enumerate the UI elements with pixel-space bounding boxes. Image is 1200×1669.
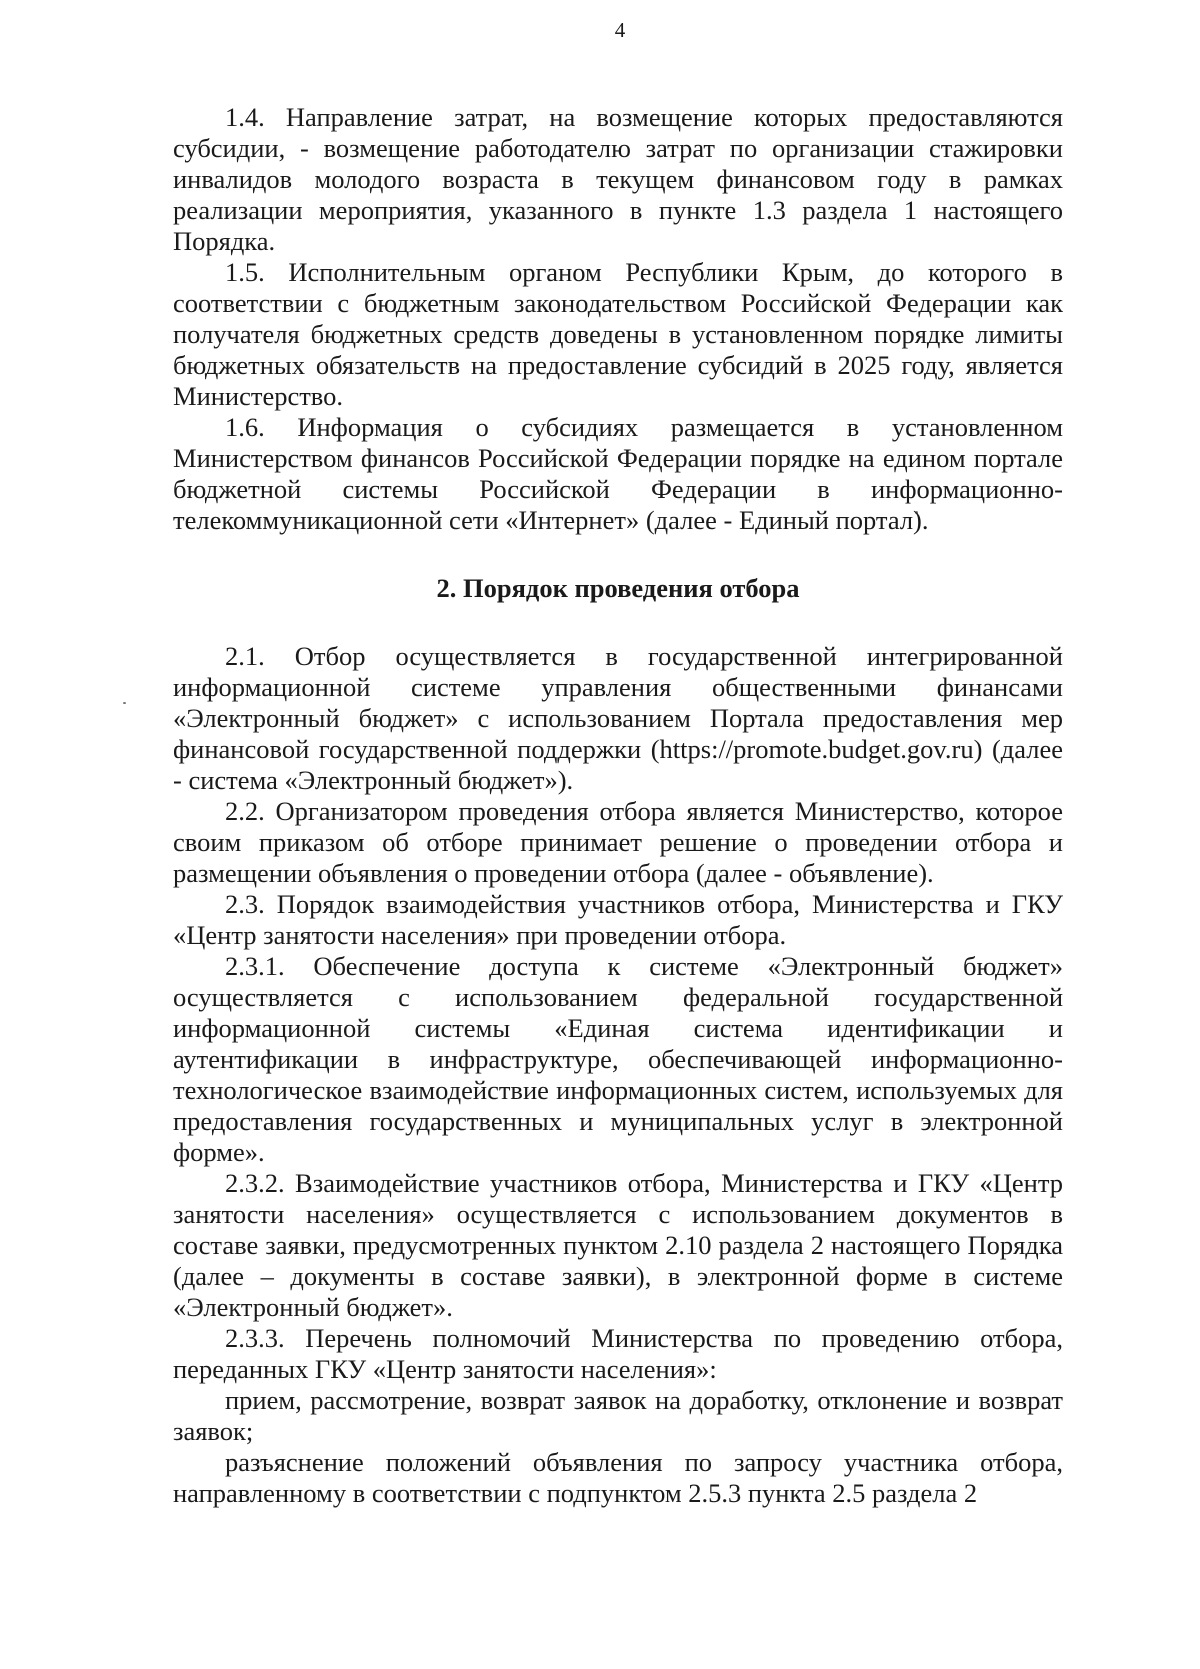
paragraph-1-6: 1.6. Информация о субсидиях размещается в установленном Министерством финансов Российской Федерации порядке на едином портале бюджетной системы Российской Федерации в информационно-телекоммуникационной сети «Интернет» (далее - Единый портал). bbox=[173, 412, 1063, 535]
paragraph-2-3-3: 2.3.3. Перечень полномочий Министерства по проведению отбора, переданных ГКУ «Центр занятости населения»: bbox=[173, 1323, 1063, 1384]
paragraph-1-4: 1.4. Направление затрат, на возмещение которых предоставляются субсидии, - возмещение работодателю затрат по организации стажировки инвалидов молодого возраста в текущем финансовом году в рамках реализации мероприятия, указанного в пункте 1.3 раздела 1 настоящего Порядка. bbox=[173, 102, 1063, 256]
page-number: 4 bbox=[614, 18, 626, 42]
paragraph-2-3: 2.3. Порядок взаимодействия участников отбора, Министерства и ГКУ «Центр занятости населения» при проведении отбора. bbox=[173, 889, 1063, 950]
list-item: разъяснение положений объявления по запросу участника отбора, направленному в соответствии с подпунктом 2.5.3 пункта 2.5 раздела 2 bbox=[173, 1447, 1063, 1508]
paragraph-2-3-2: 2.3.2. Взаимодействие участников отбора, Министерства и ГКУ «Центр занятости населения» осуществляется с использованием документов в составе заявки, предусмотренных пунктом 2.10 раздела 2 настоящего Порядка (далее – документы в составе заявки), в электронной форме в системе «Электронный бюджет». bbox=[173, 1168, 1063, 1322]
section-2-heading: 2. Порядок проведения отбора bbox=[436, 573, 800, 603]
document-body bbox=[173, 102, 1063, 1509]
paragraph-2-1: 2.1. Отбор осуществляется в государственной интегрированной информационной системе управления общественными финансами «Электронный бюджет» с использованием Портала предоставления мер финансовой государственной поддержки (https://promote.budget.gov.ru) (далее - система «Электронный бюджет»). bbox=[173, 641, 1063, 795]
list-item: прием, рассмотрение, возврат заявок на доработку, отклонение и возврат заявок; bbox=[173, 1385, 1063, 1446]
paragraph-2-2: 2.2. Организатором проведения отбора является Министерство, которое своим приказом об отборе принимает решение о проведении отбора и размещении объявления о проведении отбора (далее - объявление). bbox=[173, 796, 1063, 888]
paragraph-2-3-1: 2.3.1. Обеспечение доступа к системе «Электронный бюджет» осуществляется с использованием федеральной государственной информационной системы «Единая система идентификации и аутентификации в инфраструктуре, обеспечивающей информационно-технологическое взаимодействие информационных систем, используемых для предоставления государственных и муниципальных услуг в электронной форме». bbox=[173, 951, 1063, 1167]
paragraph-1-5: 1.5. Исполнительным органом Республики Крым, до которого в соответствии с бюджетным законодательством Российской Федерации как получателя бюджетных средств доведены в установленном порядке лимиты бюджетных обязательств на предоставление субсидий в 2025 году, является Министерство. bbox=[173, 257, 1063, 411]
scan-speck bbox=[123, 702, 126, 704]
